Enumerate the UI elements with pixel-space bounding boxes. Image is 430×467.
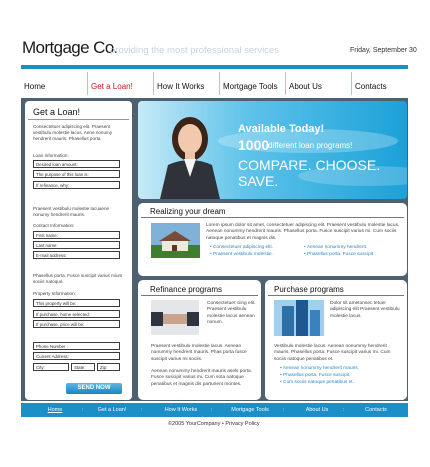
house-photo [151, 223, 200, 258]
first-name-input[interactable] [33, 231, 120, 239]
loan-purpose-input[interactable] [33, 170, 120, 178]
site-tagline: providing the most professional services [110, 45, 279, 56]
header-accent-bar [21, 65, 408, 69]
refinance-reason-input[interactable] [33, 181, 120, 189]
purchase-price-input[interactable] [33, 320, 120, 328]
footer-link-contacts[interactable]: Contacts [365, 407, 387, 413]
banner-available: Available Today! [238, 123, 325, 135]
footer-separator: : [141, 407, 143, 413]
main-nav [21, 72, 408, 95]
dream-text: Lorem ipsum dolor sit amet, consectetuer adipiscing elit. Praesent vestibulu molestie lacus. Aenean nonummy hendrerit mauris. Phasellus porta. Fusce suscipit varius mi. Cum sociis natoque penatibus et magnis dis. [206, 223, 400, 241]
copyright: ©2005 YourCompany • Privacy Policy [168, 421, 260, 427]
refinance-side-text: Consectetuer ciing elit. Praesent vestibulu molestie lacus aenean nonum. [207, 301, 256, 326]
businesswoman-photo [160, 117, 220, 199]
divider [141, 295, 258, 296]
banner-programs: different loan programs! [268, 141, 353, 150]
state-input[interactable] [71, 363, 95, 371]
last-name-input[interactable] [33, 241, 120, 249]
footer-link-get-a-loan[interactable]: Get a Loan! [97, 407, 127, 413]
dream-link[interactable]: • Consectetuer adipiscing elit. [210, 245, 274, 250]
dream-link[interactable]: • Aenean nonummy hendrerit. [304, 245, 368, 250]
refinance-text-1: Praesent vestibulu molestie lacus. Aenean nonummy hendrerit mauris. Phas porta fusce suscipit varius mi sociis. [151, 344, 247, 362]
current-address-input[interactable] [33, 352, 120, 360]
purchase-link-text[interactable]: Cum sociis natoque penatibus et. [283, 380, 354, 385]
current-date: Friday, September 30 [350, 47, 417, 54]
contact-info-label: Contact Information: [33, 223, 75, 228]
divider [28, 119, 129, 120]
phone-number-input[interactable] [33, 342, 120, 350]
loan-form-title: Get a Loan! [33, 107, 81, 117]
footer-link-mortgage-tools[interactable]: Mortgage Tools [231, 407, 269, 413]
nav-item-get-a-loan[interactable]: Get a Loan! [87, 72, 153, 95]
purchase-link[interactable]: • Aenean nonummy hendrerit mauris. [280, 366, 360, 371]
footer-separator: : [81, 407, 83, 413]
dream-link[interactable]: • Phasellus porta. Fusce suscipit. [304, 252, 375, 257]
handshake-photo [151, 300, 199, 335]
property-use-input[interactable] [33, 299, 120, 307]
footer-separator: : [211, 407, 213, 413]
property-text: Phasellus porta. Fusce suscipit varius mium sociis natoque. [33, 273, 123, 284]
dream-link-text[interactable]: Consectetuer adipiscing elit. [213, 245, 274, 250]
dream-link[interactable]: • Praesent vestibulu molestie. [210, 252, 274, 257]
desired-loan-amount-input[interactable] [33, 160, 120, 168]
send-now-button[interactable]: SEND NOW [66, 383, 122, 394]
purchase-text: Vestibulu molestie lacus. Aenean nonummy hendrerit mauris. Phasellus porta. Fusce suscipit varius mi. Cum sociis natoque penatibus et. [274, 344, 391, 362]
divider [268, 295, 404, 296]
nav-item-home[interactable]: Home [24, 82, 46, 91]
dream-link-text[interactable]: Praesent vestibulu molestie. [213, 252, 274, 257]
purchase-link[interactable]: • Phasellus porta. Fusce suscipit. [280, 373, 351, 378]
nav-item-mortgage-tools[interactable]: Mortgage Tools [219, 72, 285, 95]
city-input[interactable] [33, 363, 69, 371]
email-input[interactable] [33, 251, 120, 259]
footer-link-about-us[interactable]: About Us [305, 407, 329, 413]
refinance-text-2: Aenean nonummy hendrerit mauris asels porta. Fusce suscipit varius mi. Cum sota natoque penatibus et magnis dis parturient montes. [151, 369, 253, 387]
footer-separator: : [343, 407, 345, 413]
banner-number: 1000 [238, 137, 270, 153]
dream-title: Realizing your dream [150, 207, 226, 216]
footer-link-how-it-works[interactable]: How It Works [164, 407, 198, 413]
footer-link-home[interactable]: Home [47, 407, 63, 413]
footer-separator: : [283, 407, 285, 413]
site-logo[interactable]: Mortgage Co. [22, 38, 118, 57]
nav-item-contacts[interactable]: Contacts [351, 72, 408, 95]
divider [141, 217, 404, 218]
purchase-link[interactable]: • Cum sociis natoque penatibus et. [280, 380, 354, 385]
banner-cta-line1: COMPARE. CHOOSE. [238, 157, 381, 173]
loan-form-intro: Consectetuer adipiscing elit. Praesent vestibulu molestie lacus. Aene nonumy hendrerit mauris. Phasellus porta. [33, 124, 113, 141]
purchase-title: Purchase programs [274, 285, 344, 294]
nav-item-about-us[interactable]: About Us [285, 72, 351, 95]
refinance-title: Refinance programs [150, 285, 223, 294]
footer-nav [21, 403, 408, 417]
zip-input[interactable] [97, 363, 120, 371]
purchase-side-text: Dolor sit ametonsec tetuer adipiscing elit Praesent vestibulu molestie lacus. [330, 301, 400, 319]
purchase-link-text[interactable]: Aenean nonummy hendrerit mauris. [282, 366, 360, 371]
banner-cta-line2: SAVE. [238, 173, 279, 189]
property-info-label: Property Information: [33, 291, 76, 296]
home-selected-input[interactable] [33, 310, 120, 318]
loan-info-label: Loan Information: [33, 153, 69, 158]
office-building-photo [274, 300, 324, 336]
purchase-link-text[interactable]: Phasellus porta. Fusce suscipit. [283, 373, 351, 378]
banner-cta [238, 157, 380, 189]
nav-item-how-it-works[interactable]: How It Works [153, 72, 219, 95]
dream-link-text[interactable]: Phasellus porta. Fusce suscipit. [307, 252, 375, 257]
contact-text: Praesent vestibulu molestie lacuaene nonumy hendrerit mauris. [33, 206, 110, 217]
dream-link-text[interactable]: Aenean nonummy hendrerit. [306, 245, 368, 250]
